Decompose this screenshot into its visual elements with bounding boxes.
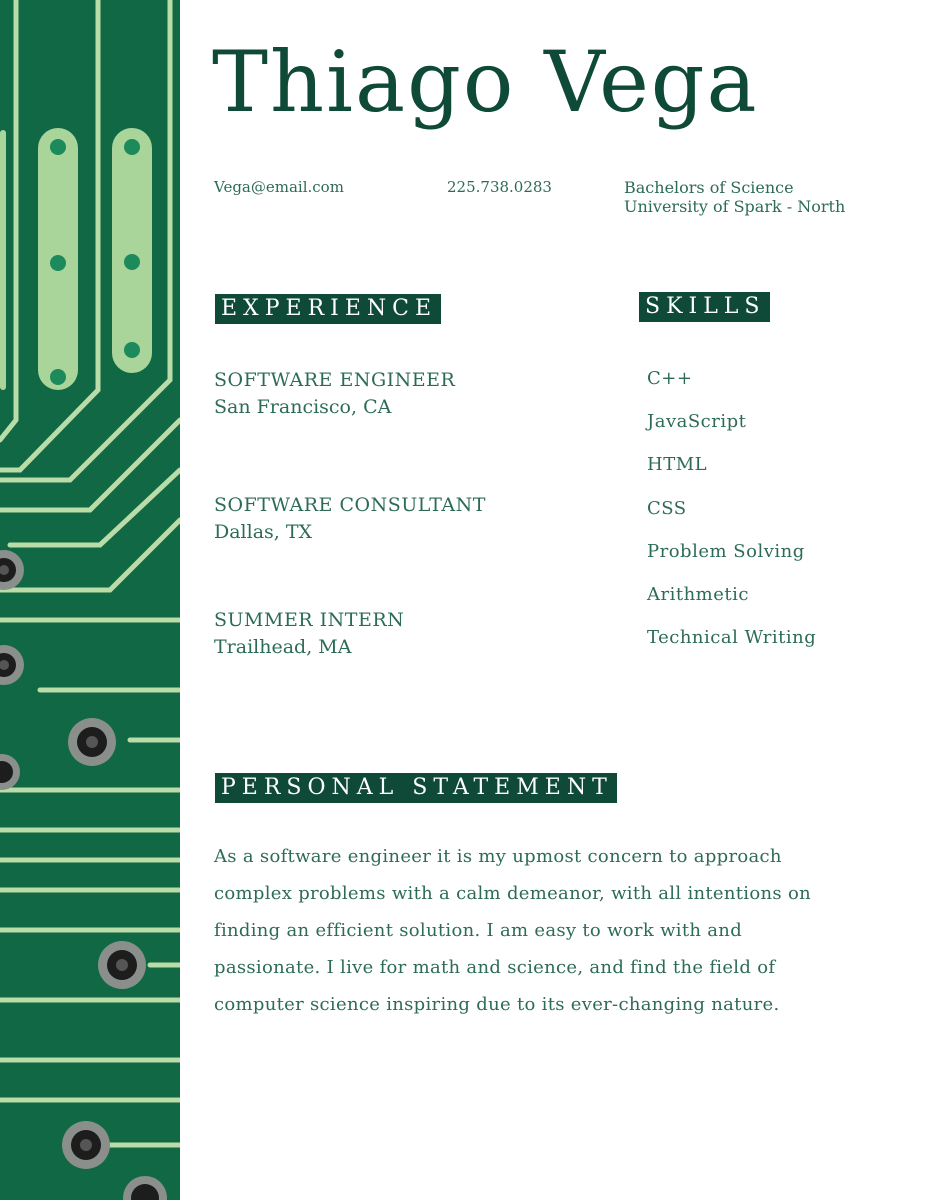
circuit-board-image: [0, 0, 180, 1200]
school: University of Spark - North: [624, 197, 846, 216]
job-location: San Francisco, CA: [214, 396, 392, 418]
phone-number: 225.738.0283: [447, 178, 552, 196]
email-address: Vega@email.com: [214, 178, 344, 196]
experience-item: [214, 492, 486, 547]
skill-item: Arithmetic: [647, 584, 749, 605]
skill-item: Technical Writing: [647, 627, 817, 648]
skill-item: JavaScript: [647, 411, 747, 432]
experience-item: [214, 367, 455, 422]
degree: Bachelors of Science: [624, 178, 794, 197]
job-location: Dallas, TX: [214, 521, 313, 543]
candidate-name: Thiago Vega: [212, 33, 759, 131]
experience-item: [214, 607, 404, 662]
job-location: Trailhead, MA: [214, 636, 352, 658]
skill-item: HTML: [647, 454, 708, 475]
job-title: SOFTWARE CONSULTANT: [214, 494, 486, 516]
job-title: SOFTWARE ENGINEER: [214, 369, 456, 391]
skills-heading: SKILLS: [639, 292, 770, 322]
skill-item: C++: [647, 368, 693, 389]
personal-statement-heading: PERSONAL STATEMENT: [215, 773, 617, 803]
education-block: [624, 178, 845, 216]
personal-statement-text: As a software engineer it is my upmost concern to approach complex problems with a calm demeanor, with all intentions on finding an efficient solution. I am easy to work with and passionate. I live for math and science, and find the field of computer science inspiring due to its ever-changing nature.: [214, 846, 811, 1015]
skill-item: CSS: [647, 498, 687, 519]
skill-item: Problem Solving: [647, 541, 805, 562]
experience-heading: EXPERIENCE: [215, 294, 441, 324]
job-title: SUMMER INTERN: [214, 609, 405, 631]
